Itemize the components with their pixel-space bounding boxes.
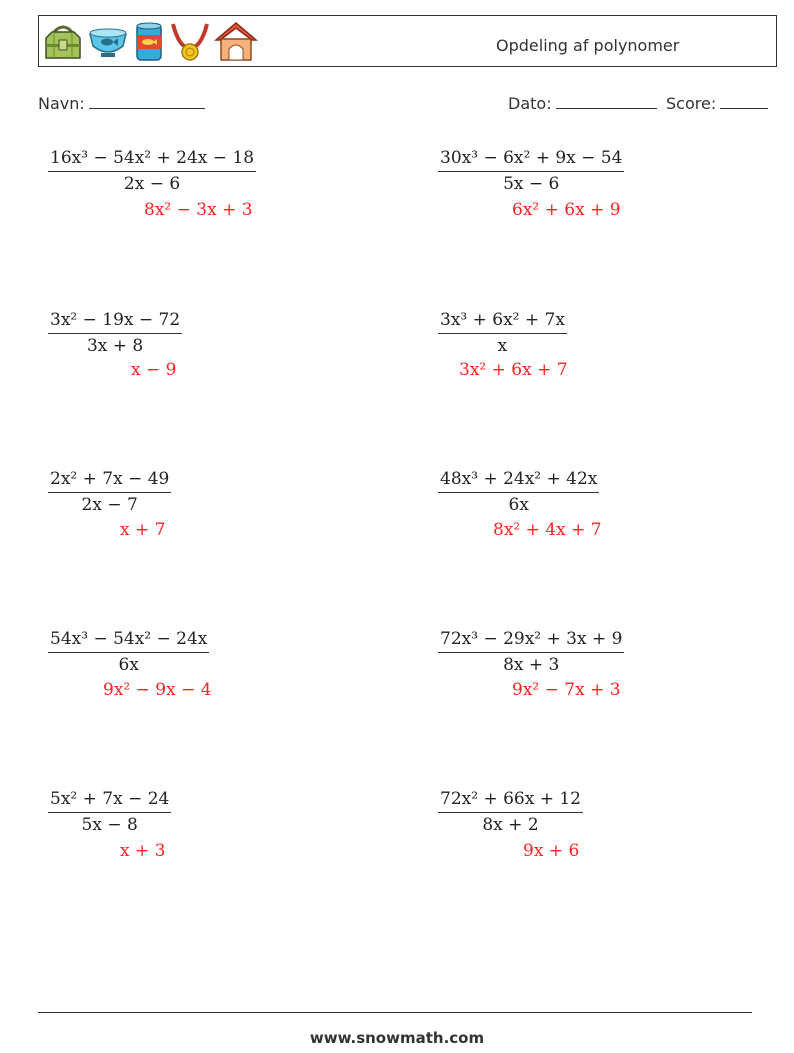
footer-url: www.snowmath.com xyxy=(309,1029,485,1047)
problem-denominator: 5x − 8 xyxy=(81,815,138,835)
problem-answer: x − 9 xyxy=(131,360,177,380)
problem-denominator: x xyxy=(497,336,508,356)
score-label: Score: xyxy=(666,94,717,113)
worksheet-title: Opdeling af polynomer xyxy=(496,36,680,55)
problem-2 xyxy=(438,148,624,194)
header-icons xyxy=(42,20,258,62)
problem-3 xyxy=(48,310,182,356)
problem-numerator: 3x² − 19x − 72 xyxy=(48,310,182,334)
problem-numerator: 54x³ − 54x² − 24x xyxy=(48,629,209,653)
problem-numerator: 72x² + 66x + 12 xyxy=(438,789,583,813)
problem-denominator: 5x − 6 xyxy=(503,174,560,194)
problem-numerator: 30x³ − 6x² + 9x − 54 xyxy=(438,148,624,172)
problem-answer: 3x² + 6x + 7 xyxy=(459,360,568,380)
problem-denominator: 6x xyxy=(508,495,529,515)
problem-numerator: 16x³ − 54x² + 24x − 18 xyxy=(48,148,256,172)
problem-answer: 6x² + 6x + 9 xyxy=(512,200,621,220)
problem-answer: 8x² − 3x + 3 xyxy=(144,200,253,220)
date-label: Dato: xyxy=(508,94,552,113)
dog-house-icon xyxy=(214,20,258,62)
problem-numerator: 72x³ − 29x² + 3x + 9 xyxy=(438,629,624,653)
problem-answer: 9x + 6 xyxy=(523,841,580,861)
problem-numerator: 3x³ + 6x² + 7x xyxy=(438,310,567,334)
problem-denominator: 8x + 3 xyxy=(503,655,560,675)
problem-answer: x + 7 xyxy=(120,520,166,540)
problem-10 xyxy=(438,789,583,835)
date-line[interactable] xyxy=(556,93,657,109)
problem-answer: 9x² − 7x + 3 xyxy=(512,680,621,700)
problem-numerator: 2x² + 7x − 49 xyxy=(48,469,171,493)
score-field xyxy=(666,93,768,113)
problem-answer: x + 3 xyxy=(120,841,166,861)
problem-answer: 9x² − 9x − 4 xyxy=(103,680,212,700)
problem-denominator: 8x + 2 xyxy=(482,815,539,835)
name-label: Navn: xyxy=(38,94,85,113)
problem-numerator: 5x² + 7x − 24 xyxy=(48,789,171,813)
problem-answer: 8x² + 4x + 7 xyxy=(493,520,602,540)
fish-can-icon xyxy=(132,20,166,62)
problem-denominator: 2x − 7 xyxy=(81,495,138,515)
name-line[interactable] xyxy=(89,93,205,109)
problem-9 xyxy=(48,789,171,835)
problem-denominator: 2x − 6 xyxy=(123,174,181,194)
worksheet-header xyxy=(38,15,777,67)
name-field xyxy=(38,93,205,113)
date-field xyxy=(508,93,657,113)
problem-6 xyxy=(438,469,599,515)
problem-1 xyxy=(48,148,256,194)
problem-denominator: 3x + 8 xyxy=(86,336,144,356)
score-line[interactable] xyxy=(720,93,768,109)
problem-numerator: 48x³ + 24x² + 42x xyxy=(438,469,599,493)
problem-denominator: 6x xyxy=(118,655,139,675)
tackle-box-icon xyxy=(42,20,84,62)
problem-4 xyxy=(438,310,567,356)
problem-8 xyxy=(438,629,624,675)
fish-bowl-icon xyxy=(87,20,129,62)
problem-5 xyxy=(48,469,171,515)
footer-divider xyxy=(38,1012,752,1013)
problem-7 xyxy=(48,629,209,675)
medal-icon xyxy=(169,20,211,62)
